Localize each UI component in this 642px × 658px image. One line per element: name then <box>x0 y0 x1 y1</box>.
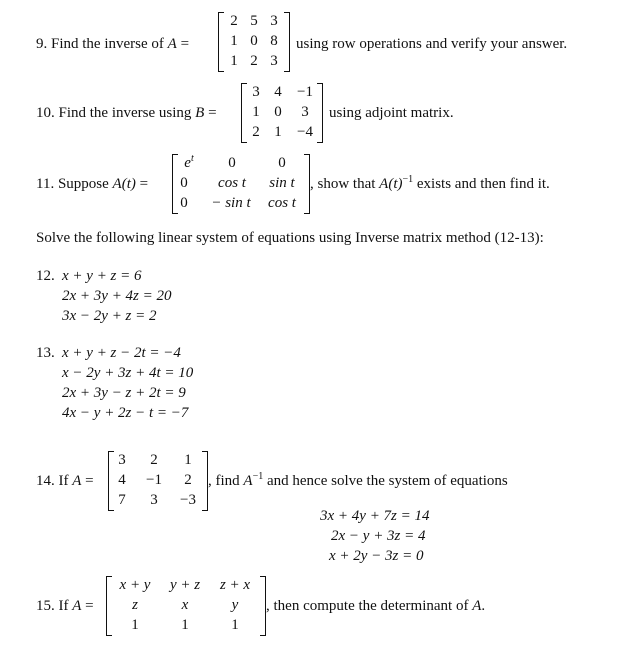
matrix-cell: 3 <box>252 84 260 100</box>
matrix-cell: 8 <box>270 33 278 49</box>
matrix-cell: z <box>132 597 138 613</box>
q15-var: A <box>72 598 82 614</box>
q13-equation-1: x + y + z − 2t = −4 <box>62 345 181 361</box>
q11-func: A(t) <box>112 176 136 192</box>
matrix-cell: 2 <box>150 452 158 468</box>
q11-tail-func: A(t) <box>379 176 403 192</box>
matrix-cell: 3 <box>270 13 278 29</box>
matrix-cell: 5 <box>250 13 258 29</box>
q12-number: 12. <box>36 268 55 284</box>
q11-tail-pre: , show that <box>310 176 376 192</box>
q12-equation-2: 2x + 3y + 4z = 20 <box>62 288 172 304</box>
matrix-cell: y <box>231 597 239 613</box>
matrix-cell: 3 <box>150 492 158 508</box>
q13-number: 13. <box>36 345 55 361</box>
matrix-cell: 4 <box>118 472 126 488</box>
q15-tail-pre: , then compute the determinant of <box>266 598 469 614</box>
q15-label: 15. If <box>36 598 69 614</box>
q14-equation-1: 3x + 4y + 7z = 14 <box>320 508 430 524</box>
q15-tail-line <box>266 598 485 615</box>
matrix-cell: − sin t <box>211 195 251 211</box>
q12-equation-3: 3x − 2y + z = 2 <box>62 308 157 324</box>
matrix-cell: y + z <box>169 577 201 593</box>
q14-tail-post: and hence solve the system of equations <box>266 473 508 489</box>
q13-equation-4: 4x − y + 2z − t = −7 <box>62 405 189 421</box>
q15-label-line <box>36 598 94 615</box>
matrix-cell: 0 <box>228 155 236 171</box>
matrix-cell: 1 <box>181 617 189 633</box>
q10-var: B <box>195 105 205 121</box>
matrix-cell: 0 <box>278 155 286 171</box>
q13-equation-3: 2x + 3y − z + 2t = 9 <box>62 385 186 401</box>
q11-label: 11. Suppose <box>36 176 109 192</box>
matrix-cell: 1 <box>231 617 239 633</box>
q15-equals: = <box>85 598 94 614</box>
q12-equation-1: x + y + z = 6 <box>62 268 142 284</box>
matrix-cell: −3 <box>180 492 196 508</box>
q14-equation-3: x + 2y − 3z = 0 <box>329 548 424 564</box>
matrix-cell: 1 <box>230 53 238 69</box>
q14-matrix <box>108 451 208 511</box>
matrix-cell: 4 <box>274 84 282 100</box>
matrix-cell: 1 <box>184 452 192 468</box>
matrix-cell: x <box>181 597 189 613</box>
q9-label: 9. Find the inverse of <box>36 36 164 52</box>
q10-matrix <box>241 83 323 143</box>
q11-label-line <box>36 176 148 193</box>
q13-equation-2: x − 2y + 3z + 4t = 10 <box>62 365 194 381</box>
matrix-cell: 2 <box>230 13 238 29</box>
q15-matrix <box>106 576 266 636</box>
matrix-cell: cos t <box>268 195 296 211</box>
matrix-cell: 3 <box>118 452 126 468</box>
matrix-cell: 0 <box>274 104 282 120</box>
q10-equals: = <box>208 105 217 121</box>
matrix-cell: 3 <box>301 104 309 120</box>
matrix-cell-exp <box>176 155 202 172</box>
matrix-cell: 0 <box>180 175 188 191</box>
matrix-cell: x + y <box>119 577 151 593</box>
q11-tail-inv: −1 <box>402 174 414 185</box>
q9-label-line <box>36 36 189 53</box>
matrix-cell: sin t <box>269 175 295 191</box>
q14-label-line <box>36 473 94 490</box>
q11-tail-post: exists and then find it. <box>416 176 550 192</box>
q11-matrix <box>172 154 310 214</box>
q10-label: 10. Find the inverse using <box>36 105 192 121</box>
right-bracket <box>284 12 290 72</box>
q11-tail-line <box>310 176 550 193</box>
q9-equals: = <box>180 36 190 52</box>
q10-tail: using adjoint matrix. <box>329 105 454 121</box>
q15-tail-post: . <box>481 598 486 614</box>
matrix-cell: 2 <box>250 53 258 69</box>
instruction-text: Solve the following linear system of equations using Inverse matrix method (12-13): <box>36 230 544 246</box>
matrix-cell: 0 <box>180 195 188 211</box>
q14-equation-2: 2x − y + 3z = 4 <box>331 528 426 544</box>
q10-label-line <box>36 105 217 122</box>
matrix-cell: 1 <box>274 124 282 140</box>
matrix-cell: −1 <box>146 472 162 488</box>
q14-tail-inv: −1 <box>252 471 264 482</box>
q15-tail-var: A <box>472 598 482 614</box>
matrix-cell: −1 <box>297 84 313 100</box>
q9-tail: using row operations and verify your answer. <box>296 36 568 52</box>
q11-equals: = <box>139 176 149 192</box>
exp-power: t <box>190 153 194 164</box>
q14-equals: = <box>85 473 94 489</box>
q9-var: A <box>167 36 177 52</box>
matrix-cell: −4 <box>297 124 313 140</box>
q14-tail-line <box>208 473 508 490</box>
q14-tail-var: A <box>243 473 253 489</box>
exp-base: e <box>184 155 191 171</box>
q14-tail-pre: , find <box>208 473 240 489</box>
matrix-cell: z + x <box>219 577 251 593</box>
matrix-cell: 1 <box>252 104 260 120</box>
q14-var: A <box>72 473 82 489</box>
matrix-cell: cos t <box>218 175 246 191</box>
matrix-cell: 3 <box>270 53 278 69</box>
matrix-cell: 1 <box>131 617 139 633</box>
q9-matrix <box>218 12 290 72</box>
matrix-cell: 2 <box>252 124 260 140</box>
q14-label: 14. If <box>36 473 69 489</box>
matrix-cell: 7 <box>118 492 126 508</box>
matrix-cell: 1 <box>230 33 238 49</box>
matrix-cell: 2 <box>184 472 192 488</box>
matrix-cell: 0 <box>250 33 258 49</box>
